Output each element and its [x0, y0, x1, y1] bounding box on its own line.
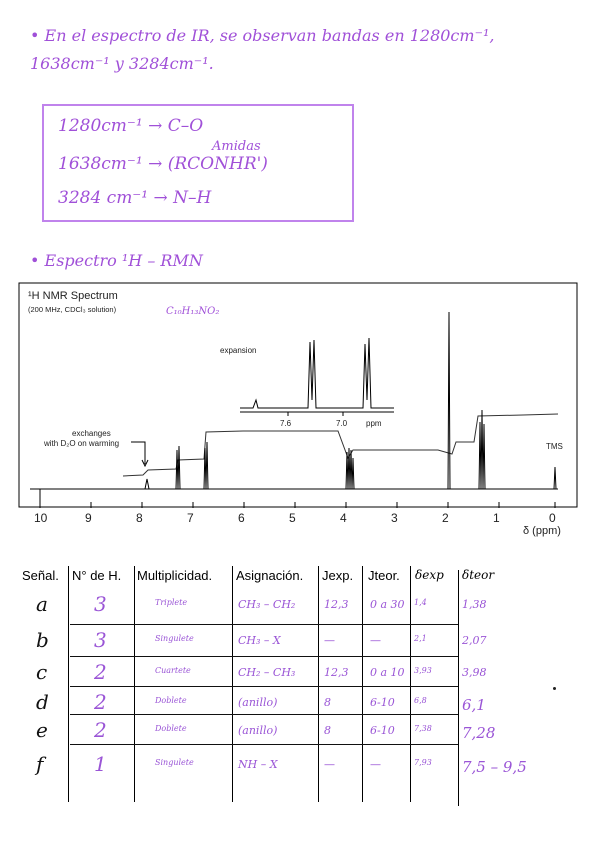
row-divider — [70, 624, 458, 625]
cell-dteor: 3,98 — [462, 666, 487, 679]
inset-tick-label: 7.6 — [280, 419, 292, 428]
expansion-inset — [240, 338, 394, 416]
cell-mult: Singulete — [155, 634, 194, 643]
column-divider — [68, 566, 69, 802]
row-divider — [70, 714, 458, 715]
column-divider — [134, 566, 135, 802]
header-nh: N° de H. — [72, 568, 122, 583]
header-asignacion: Asignación. — [236, 568, 304, 583]
nmr-spectrum-svg — [18, 282, 578, 544]
cell-jexp: — — [324, 634, 335, 647]
header-dteor: δteor — [462, 568, 495, 582]
cell-asig: CH₃ – X — [238, 634, 281, 647]
x-tick-label: 9 — [85, 511, 92, 525]
x-tick-label: 3 — [391, 511, 398, 525]
cell-asig: CH₂ – CH₃ — [238, 666, 296, 679]
column-divider — [318, 566, 319, 802]
cell-signal: f — [36, 752, 44, 776]
cell-signal: e — [36, 718, 48, 742]
cell-dteor: 7,28 — [462, 724, 496, 742]
cell-jexp: 8 — [324, 696, 331, 709]
cell-jexp: — — [324, 758, 335, 771]
cell-nh: 3 — [94, 628, 107, 652]
cell-jteor: 6-10 — [370, 724, 395, 737]
cell-mult: Singulete — [155, 758, 194, 767]
cell-nh: 2 — [94, 718, 107, 742]
cell-nh: 2 — [94, 660, 107, 684]
cell-dteor: 2,07 — [462, 634, 487, 647]
x-axis-ticks — [40, 489, 555, 508]
peak-triplet — [479, 410, 485, 489]
cell-jteor: 0 a 10 — [370, 666, 405, 679]
cell-dteor: 1,38 — [462, 598, 487, 611]
row-divider — [70, 686, 458, 687]
cell-mult: Doblete — [155, 724, 187, 733]
cell-asig: CH₃ – CH₂ — [238, 598, 296, 611]
x-tick-label: 4 — [340, 511, 347, 525]
header-multiplicidad: Multiplicidad. — [137, 568, 213, 583]
spectrum-title: ¹H NMR Spectrum — [28, 290, 118, 302]
x-tick-label: 7 — [187, 511, 194, 525]
cell-dexp: 7,93 — [414, 758, 432, 767]
x-tick-label: 5 — [289, 511, 296, 525]
header-senal: Señal. — [22, 568, 59, 583]
cell-dexp: 2,1 — [414, 634, 427, 643]
cell-nh: 2 — [94, 690, 107, 714]
cell-jexp: 12,3 — [324, 598, 349, 611]
ir-assignment-box — [42, 104, 354, 222]
peak-singlet-ch3 — [448, 312, 450, 489]
cell-nh: 3 — [94, 592, 107, 616]
cell-dteor: 7,5 – 9,5 — [462, 758, 527, 776]
header-dexp: δexp — [415, 568, 444, 582]
row-divider — [70, 656, 458, 657]
cell-mult: Triplete — [155, 598, 188, 607]
cell-dexp: 6,8 — [414, 696, 427, 705]
x-tick-label: 2 — [442, 511, 449, 525]
cell-jteor: 6-10 — [370, 696, 395, 709]
cell-dexp: 7,38 — [414, 724, 432, 733]
cell-jteor: — — [370, 758, 381, 771]
ir-row-nh: 3284 cm⁻¹ → N–H — [58, 188, 212, 208]
spectrum-peaks — [145, 312, 556, 489]
cell-signal: a — [36, 592, 48, 616]
peak-aromatic-1 — [176, 446, 180, 489]
cell-asig: (anillo) — [238, 724, 278, 737]
cell-dteor: 6,1 — [462, 696, 486, 714]
ir-note-line-2: 1638cm⁻¹ y 3284cm⁻¹. — [30, 54, 214, 73]
cell-jteor: — — [370, 634, 381, 647]
peak-nh — [145, 479, 149, 489]
ir-row-amide: 1638cm⁻¹ → (RCONHR') — [58, 154, 268, 174]
cell-nh: 1 — [94, 752, 107, 776]
cell-jexp: 12,3 — [324, 666, 349, 679]
x-tick-label: 10 — [34, 511, 48, 525]
nmr-spectrum-figure — [18, 282, 578, 544]
stray-dot — [553, 687, 556, 690]
x-tick-label: 6 — [238, 511, 245, 525]
cell-jteor: 0 a 30 — [370, 598, 405, 611]
inset-unit-label: ppm — [366, 419, 382, 428]
x-tick-label: 1 — [493, 511, 500, 525]
column-divider — [458, 570, 459, 806]
cell-jexp: 8 — [324, 724, 331, 737]
axis-unit-label: δ (ppm) — [523, 525, 561, 537]
peak-tms — [554, 467, 556, 489]
cell-signal: b — [36, 628, 49, 652]
ir-note-line-1: • En el espectro de IR, se observan bandas en 1280cm⁻¹, — [30, 26, 495, 45]
peak-aromatic-2 — [204, 442, 208, 489]
x-tick-label: 0 — [549, 511, 556, 525]
inset-trace — [240, 338, 394, 408]
nmr-heading: • Espectro ¹H – RMN — [30, 251, 203, 270]
spectrum-subtitle: (200 MHz, CDCl₃ solution) — [28, 305, 117, 314]
formula-annotation: C₁₀H₁₃NO₂ — [166, 306, 220, 317]
x-tick-label: 8 — [136, 511, 143, 525]
header-jexp: Jexp. — [322, 568, 354, 583]
cell-asig: (anillo) — [238, 696, 278, 709]
exchange-label-1: exchanges — [72, 429, 111, 438]
cell-mult: Doblete — [155, 696, 187, 705]
expansion-label: expansion — [220, 346, 257, 355]
cell-mult: Cuartete — [155, 666, 191, 675]
exchange-label-2: with D₂O on warming — [44, 439, 120, 448]
cell-asig: NH – X — [238, 758, 278, 771]
cell-signal: c — [36, 660, 48, 684]
ir-row-amidas-label: Amidas — [212, 139, 261, 154]
inset-tick-label: 7.0 — [336, 419, 348, 428]
cell-dexp: 1,4 — [414, 598, 427, 607]
column-divider — [362, 566, 363, 802]
column-divider — [410, 566, 411, 802]
ir-row-co: 1280cm⁻¹ → C–O — [58, 116, 204, 136]
cell-dexp: 3,93 — [414, 666, 432, 675]
cell-signal: d — [36, 690, 49, 714]
header-jteor: Jteor. — [368, 568, 400, 583]
row-divider — [70, 744, 458, 745]
spectrum-frame — [19, 283, 577, 507]
column-divider — [232, 566, 233, 802]
tms-label: TMS — [546, 442, 563, 451]
